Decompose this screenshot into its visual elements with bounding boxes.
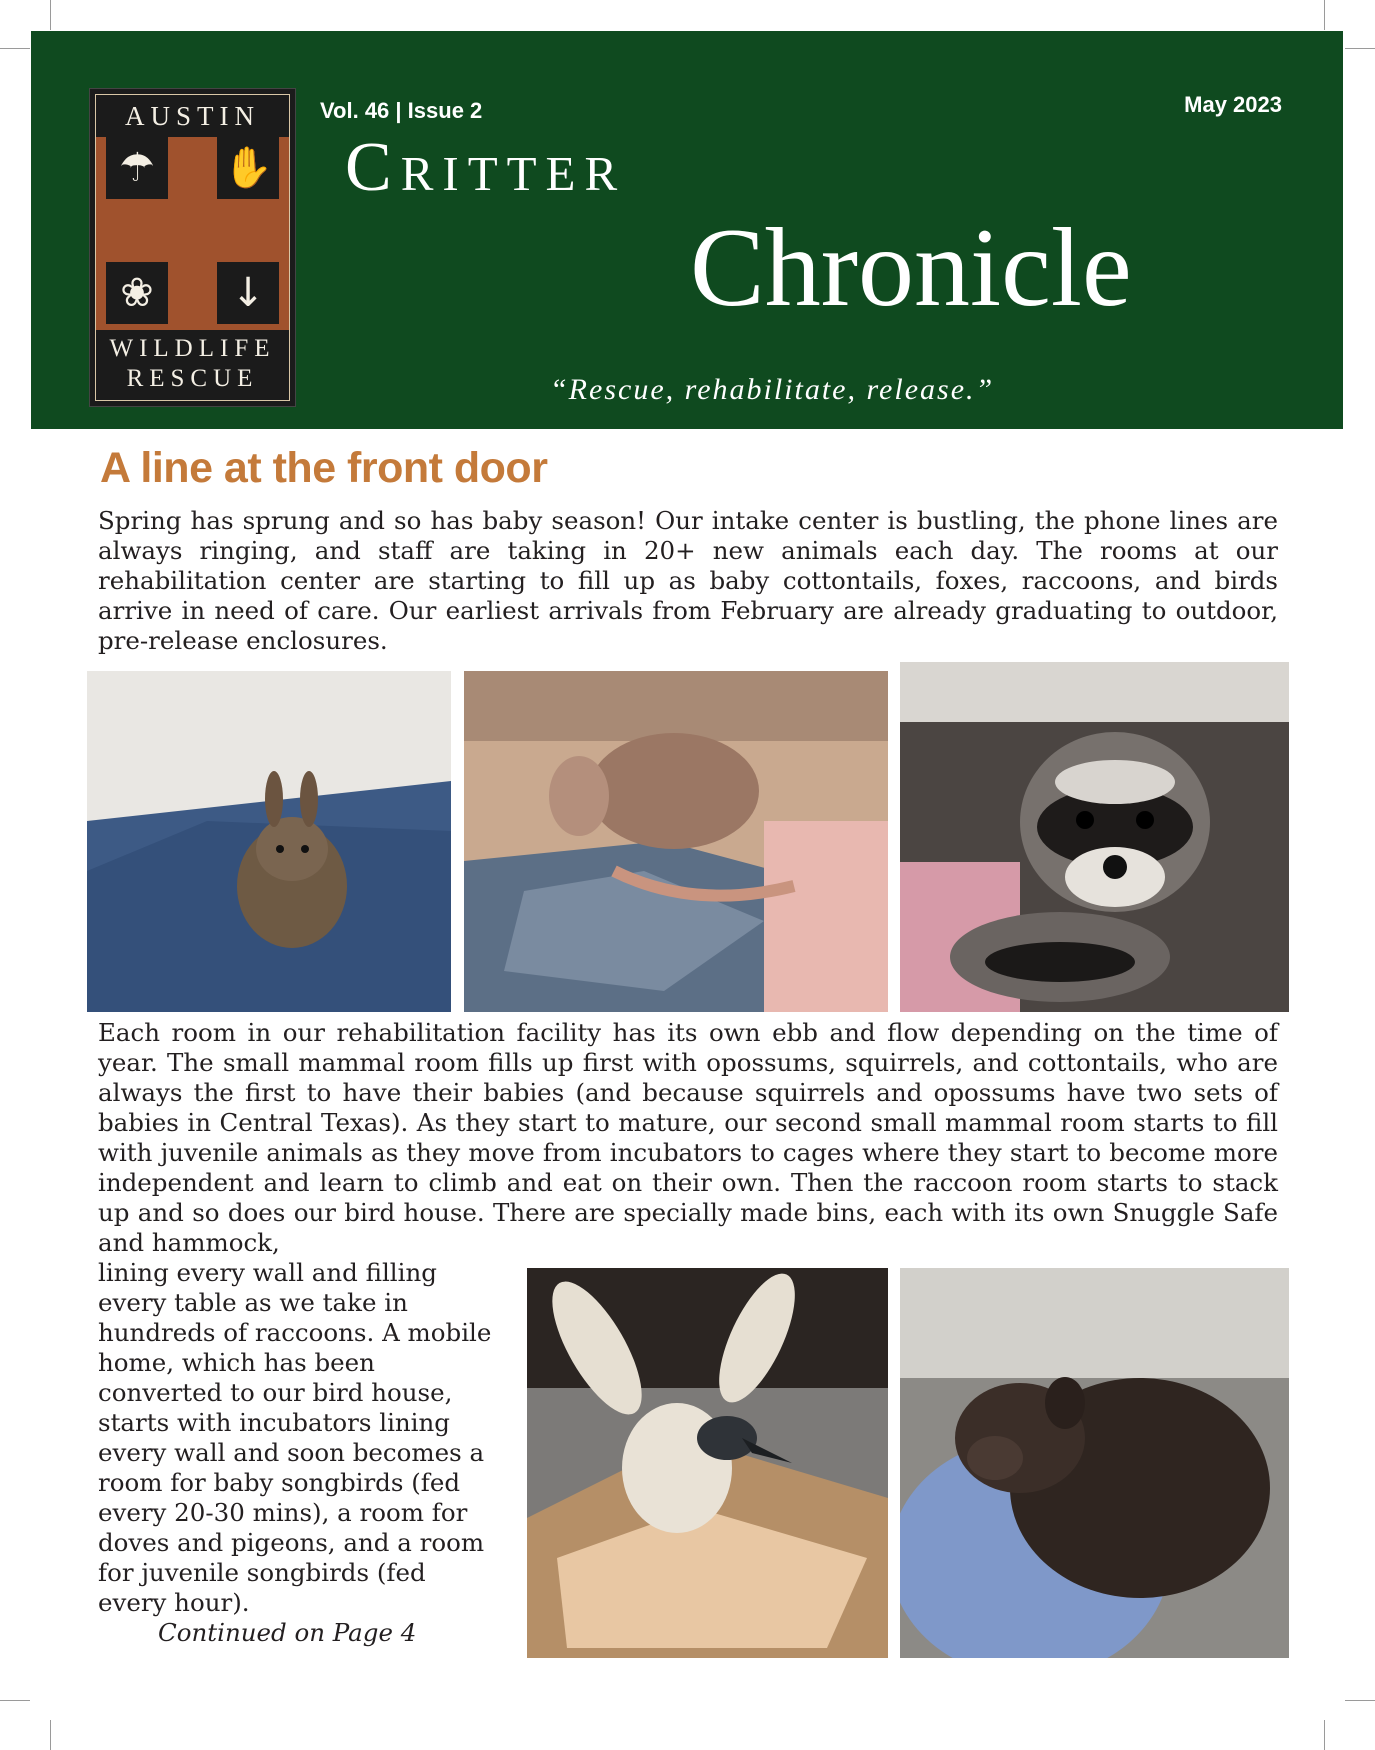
crop-mark [1324,1720,1325,1750]
bird-track-icon: ↓ [217,262,279,324]
photo-baby-fox [900,1268,1289,1658]
article-headline: A line at the front door [100,444,548,492]
photo-baby-armadillo [464,671,888,1012]
logo-cross-panel [95,94,290,401]
photo-vulture-chick [527,1268,888,1658]
title-chronicle: Chronicle [690,206,1132,330]
deer-track-icon: ☂ [106,137,168,199]
article-paragraph-1: Spring has sprung and so has baby season! Our intake center is bustling, the phone lines are always ringing, and staff are taking in 20+ new animals each day. The rooms at our rehabilitation center are starting to fill up as baby cottontails, foxes, raccoons, and birds arrive in need of care. Our earliest arrivals from February are already graduating to outdoor, pre-release enclosures. [98,506,1278,655]
crop-mark [50,0,51,30]
title-critter: Critter [345,129,627,206]
raccoon-track-icon: ✋ [217,137,279,199]
volume-issue: Vol. 46 | Issue 2 [320,98,483,123]
continued-on-page: Continued on Page 4 [158,1618,417,1647]
tagline: “Rescue, rehabilitate, release.” [550,373,995,406]
logo-bottom-line1: WILDLIFE [109,335,276,362]
austin-wildlife-rescue-logo [89,88,296,407]
photo-baby-raccoons [900,662,1289,1012]
crop-mark [50,1720,51,1750]
article-paragraph-2: Each room in our rehabilitation facility has its own ebb and flow depending on the time of year. The small mammal room fills up first with opossums, squirrels, and cottontails, who are always the first to have their babies (and because squirrels and opossums have two sets of babies in Central Texas). As they start to mature, our second small mammal room starts to fill with juvenile animals as they move from incubators to cages where they start to become more independent and learn to climb and eat on their own. Then the raccoon room starts to stack up and so does our bird house. There are specially made bins, each with its own Snuggle Safe and hammock, [98,1018,1278,1257]
crop-mark [1345,48,1375,49]
crop-mark [1345,1700,1375,1701]
paw-print-icon: ❀ [106,262,168,324]
crop-mark [0,1700,30,1701]
logo-bottom-line2: RESCUE [126,365,259,392]
crop-mark [1324,0,1325,30]
crop-mark [0,48,30,49]
logo-top-word: AUSTIN [96,95,289,137]
issue-date: May 2023 [1184,92,1282,117]
article-paragraph-3: lining every wall and filling every table as we take in hundreds of raccoons. A mobile home, which has been converted to our bird house, starts with incubators lining every wall and soon becomes a room for baby songbirds (fed every 20-30 mins), a room for doves and pigeons, and a room for juvenile songbirds (fed every hour). [98,1258,492,1617]
logo-bottom-words [96,330,289,400]
photo-baby-cottontail [87,671,451,1012]
